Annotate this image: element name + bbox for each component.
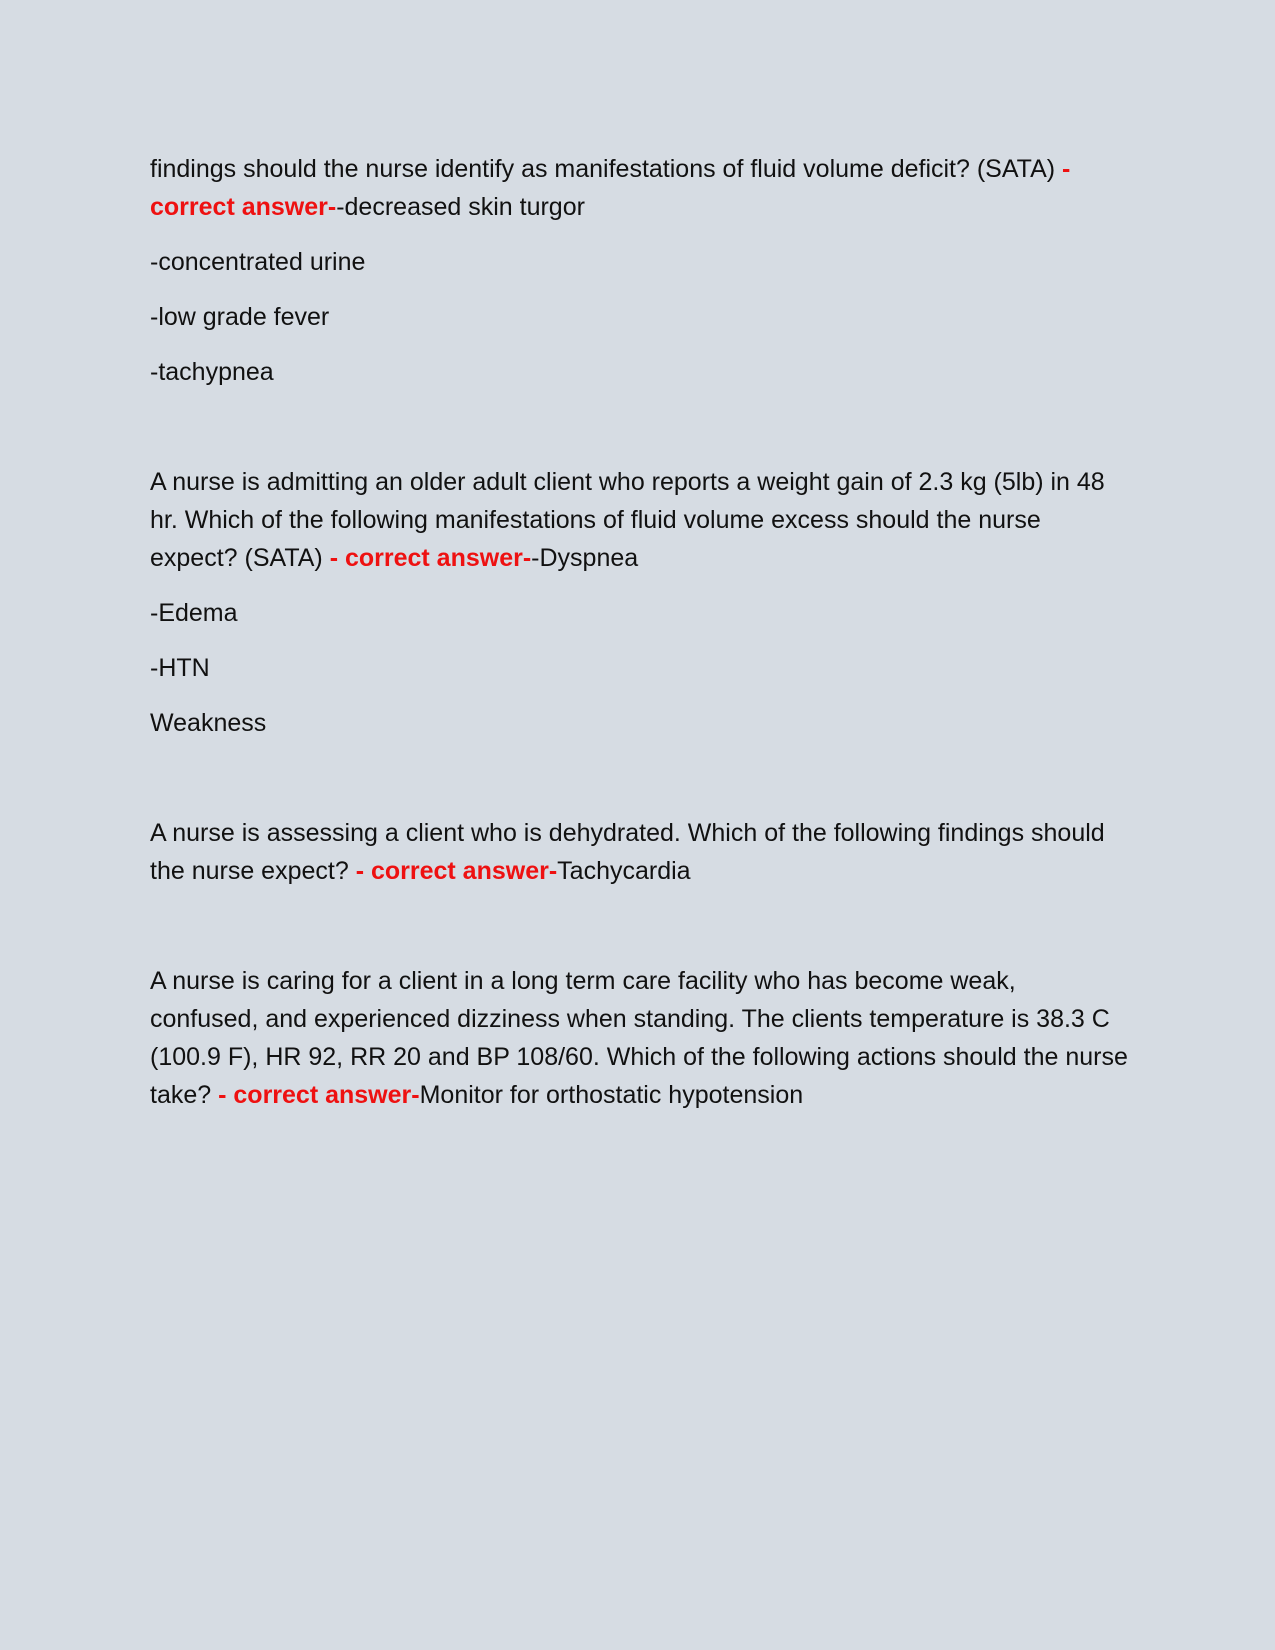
answer-list-item: Weakness: [150, 709, 267, 737]
qa-block: [150, 814, 1130, 890]
correct-answer-marker: - correct answer-: [218, 1081, 420, 1109]
answer-list-item: -low grade fever: [150, 303, 330, 331]
answer-list-item: -tachypnea: [150, 358, 274, 386]
correct-answer-marker: - correct answer-: [150, 155, 1071, 221]
answer-text: -Dyspnea: [531, 544, 639, 572]
question-line: [150, 150, 1130, 226]
question-text: A nurse is caring for a client in a long term care facility who has become weak, confused, and experienced dizziness when standing. The clients temperature is 38.3 C (100.9 F), HR 92, RR 20 and BP 108/60. Which of the following actions should the nurse take?: [150, 967, 1128, 1109]
page-content: [150, 150, 1130, 1114]
answer-list-item: -HTN: [150, 654, 210, 682]
correct-answer-marker: - correct answer-: [355, 857, 558, 885]
qa-block: [150, 463, 1130, 742]
answer-list-item: -concentrated urine: [150, 248, 366, 276]
question-text: findings should the nurse identify as manifestations of fluid volume deficit? (SATA): [150, 155, 1056, 183]
question-line: [150, 962, 1130, 1114]
question-line: [150, 463, 1130, 577]
question-text: A nurse is admitting an older adult client who reports a weight gain of 2.3 kg (5lb) in 48 hr. Which of the following manifestations of fluid volume excess should the nurse expect? (SATA): [150, 468, 1105, 572]
question-line: [150, 814, 1130, 890]
qa-block: [150, 150, 1130, 391]
qa-block: [150, 962, 1130, 1114]
correct-answer-marker: - correct answer-: [329, 544, 532, 572]
answer-text: Tachycardia: [557, 857, 691, 885]
question-text: A nurse is assessing a client who is dehydrated. Which of the following findings should the nurse expect?: [150, 819, 1105, 885]
answer-list-item: -Edema: [150, 599, 238, 627]
answer-text: -decreased skin turgor: [336, 193, 585, 221]
answer-text: Monitor for orthostatic hypotension: [419, 1081, 804, 1109]
